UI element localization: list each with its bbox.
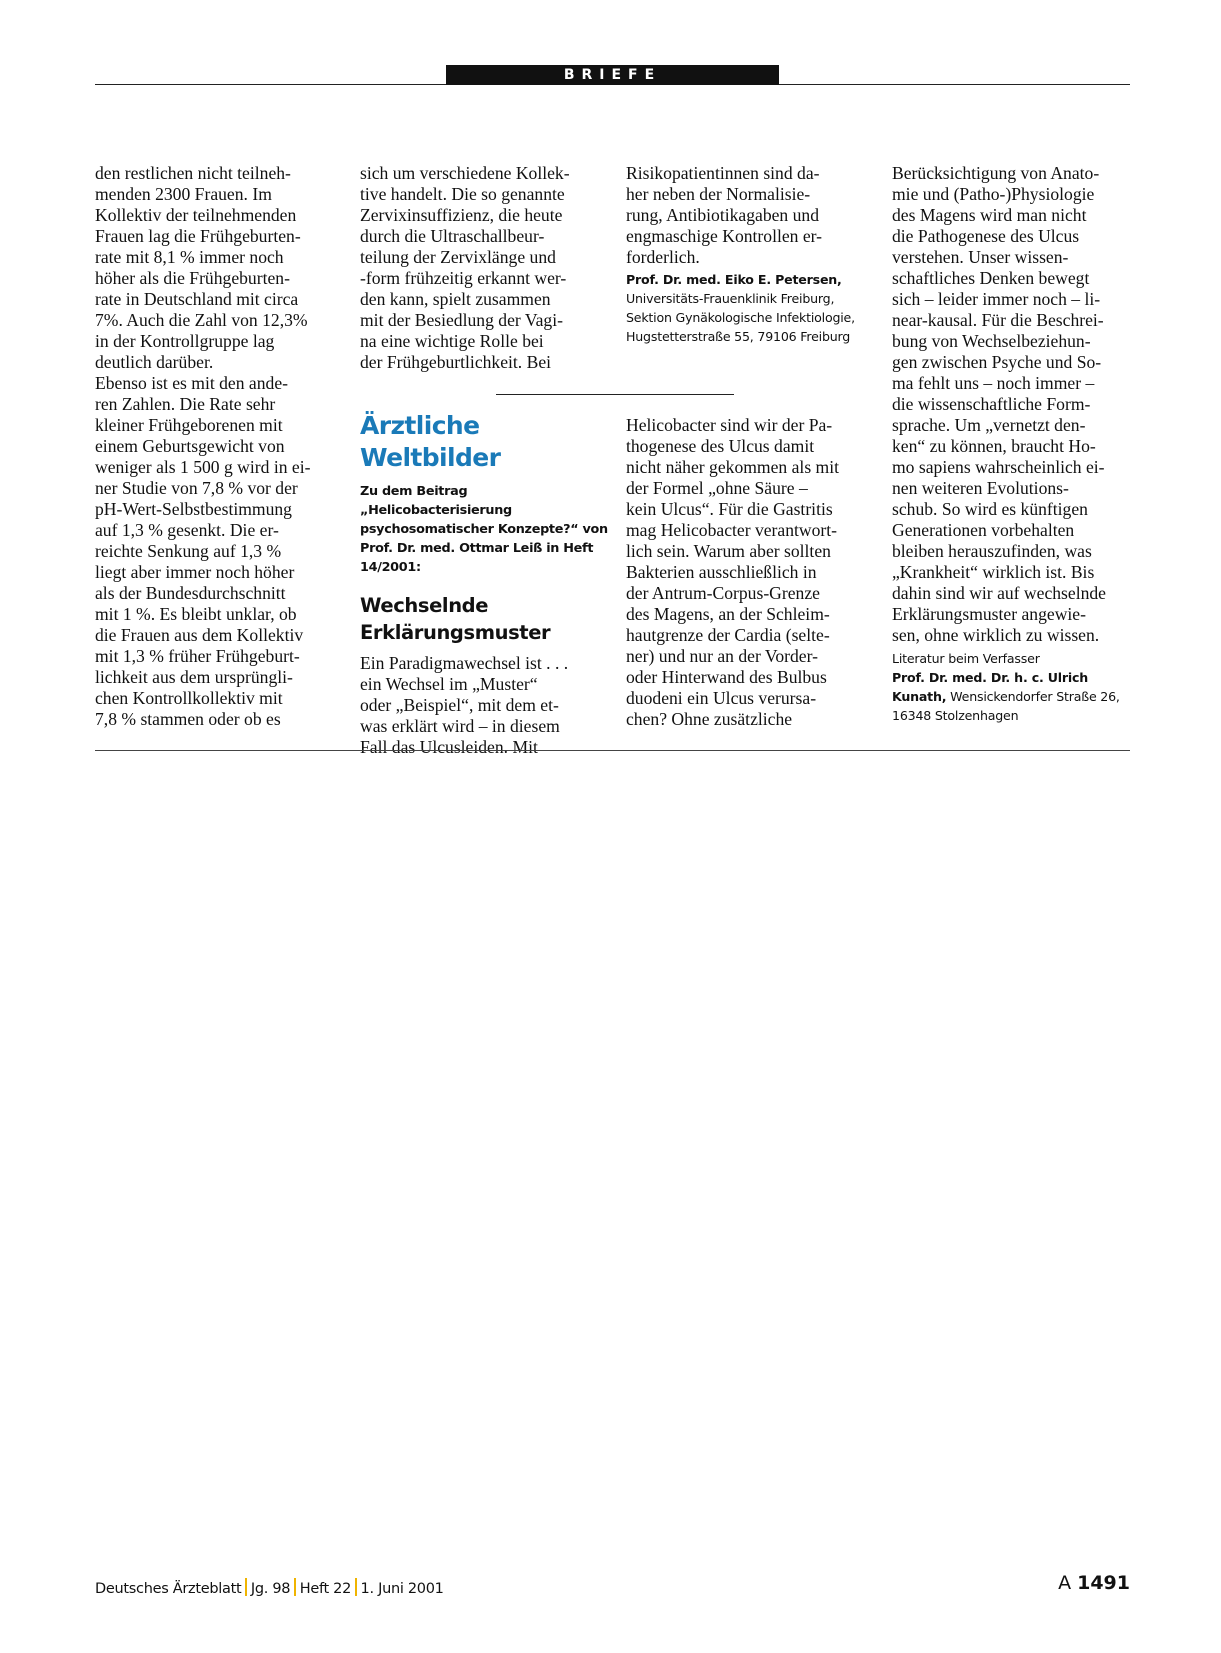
footer-date: 1. Juni 2001 <box>360 1581 444 1597</box>
footer-journal: Deutsches Ärzteblatt <box>95 1581 242 1597</box>
page-prefix: A <box>1058 1572 1072 1594</box>
letter1-text-part2: sich um verschiedene Kollek- tive handelt. Die so genannte Zervixinsuffizienz, die heute durch die Ultraschallbeur- teilung der Zervixlänge und -form frühzeitig erkannt wer- den kann, spielt zusammen mit der Besiedlung der Vagi- na eine wichtige Rolle bei der Frühgeburtlichkeit. Bei <box>360 163 570 372</box>
letter1-text-part1: den restlichen nicht teilneh- menden 2300 Frauen. Im Kollektiv der teilnehmenden Frauen lag die Frühgeburten- rate mit 8,1 % immer noch höher als die Frühgeburten- rate in Deutschland mit circa 7%. Auch die Zahl von 12,3% in der Kontrollgruppe lag deutlich darüber. Ebenso ist es mit den ande- ren Zahlen. Die Rate sehr kleiner Frühgeborenen mit einem Geburtsgewicht von weniger als 1 500 g wird in ei- ner Studie von 7,8 % vor der pH-Wert-Selbstbestimmung auf 1,3 % gesenkt. Die er- reichte Senkung auf 1,3 % liegt aber immer noch höher als der Bundesdurchschnitt mit 1 %. Es bleibt unklar, ob die Frauen aus dem Kollektiv mit 1,3 % früher Frühgeburt- lichkeit aus dem ursprüngli- chen Kontrollkollektiv mit 7,8 % stammen oder ob es <box>95 163 311 729</box>
letter2-text-part1: Ein Paradigmawechsel ist . . . ein Wechsel im „Muster“ oder „Beispiel“, mit dem et- was erklärt wird – in diesem Fall das Ulcusleiden. Mit <box>360 653 569 757</box>
letter1-column-3 <box>626 163 874 346</box>
letter2-author-name: Prof. Dr. med. Dr. h. c. Ulrich Kunath, <box>892 670 1089 704</box>
letter1-author-address: Universitäts-Frauenklinik Freiburg, Sektion Gynäkologische Infektiologie, Hugstetterstraße 55, 79106 Freiburg <box>626 291 855 344</box>
article-end-rule <box>95 750 1130 751</box>
letter1-author-name: Prof. Dr. med. Eiko E. Petersen, <box>626 272 842 287</box>
footer-separator <box>355 1578 357 1596</box>
letter1-column-2 <box>360 163 608 373</box>
footer-issue: Heft 22 <box>299 1581 352 1597</box>
footer-volume: Jg. 98 <box>250 1581 291 1597</box>
letter2-text-part2: Helicobacter sind wir der Pa- thogenese des Ulcus damit nicht näher gekommen als mit der Formel „ohne Säure – kein Ulcus“. Für die Gastritis mag Helicobacter verantwort- lich sein. Warum aber sollten Bakterien ausschließlich in der Antrum-Corpus-Grenze des Magens, an der Schleim- hautgrenze der Cardia (selte- ner) und nur an der Vorder- oder Hinterwand des Bulbus duodeni ein Ulcus verursa- chen? Ohne zusätzliche <box>626 415 840 729</box>
letter2-column-3 <box>626 415 874 730</box>
letter2-author-address: Wensickendorfer Straße 26, 16348 Stolzenhagen <box>892 689 1120 723</box>
letter2-reference-lead: Zu dem Beitrag „Helicobacterisierung psychosomatischer Konzepte?“ von Prof. Dr. med. Ottmar Leiß in Heft 14/2001: <box>360 484 608 575</box>
letter2-title: Ärztliche Weltbilder <box>360 411 501 472</box>
letter2-subtitle: Wechselnde Erklärungsmuster <box>360 594 551 644</box>
footer-separator <box>294 1578 296 1596</box>
letter-divider <box>496 394 734 395</box>
page-number-value: 1491 <box>1077 1572 1130 1594</box>
letter2-column-4 <box>892 163 1140 725</box>
section-label: BRIEFE <box>446 65 779 85</box>
letter1-text-part3: Risikopatientinnen sind da- her neben der Normalisie- rung, Antibiotikagaben und engmaschige Kontrollen er- forderlich. <box>626 163 823 267</box>
page-footer <box>95 1578 444 1597</box>
letter2-text-part3: Berücksichtigung von Anato- mie und (Patho-)Physiologie des Magens wird man nicht die Pathogenese des Ulcus verstehen. Unser wissen- schaftliches Denken bewegt sich – leider immer noch – li- near-kausal. Für die Beschrei- bung von Wechselbeziehun- gen zwischen Psyche und So- ma fehlt uns – noch immer – die wissenschaftliche Form- sprache. Um „vernetzt den- ken“ zu können, braucht Ho- mo sapiens wahrscheinlich ei- nen weiteren Evolutions- schub. So wird es künftigen Generationen vorbehalten bleiben herauszufinden, was „Krankheit“ wirklich ist. Bis dahin sind wir auf wechselnde Erklärungsmuster angewie- sen, ohne wirklich zu wissen. <box>892 163 1106 645</box>
footer-separator <box>245 1578 247 1596</box>
letter1-signature <box>626 270 874 346</box>
page-number <box>1058 1572 1130 1594</box>
letter2-signature <box>892 668 1140 725</box>
letter2-literature-note: Literatur beim Verfasser <box>892 651 1040 666</box>
letter1-column-1 <box>95 163 343 730</box>
letter2-column-2 <box>360 410 608 758</box>
